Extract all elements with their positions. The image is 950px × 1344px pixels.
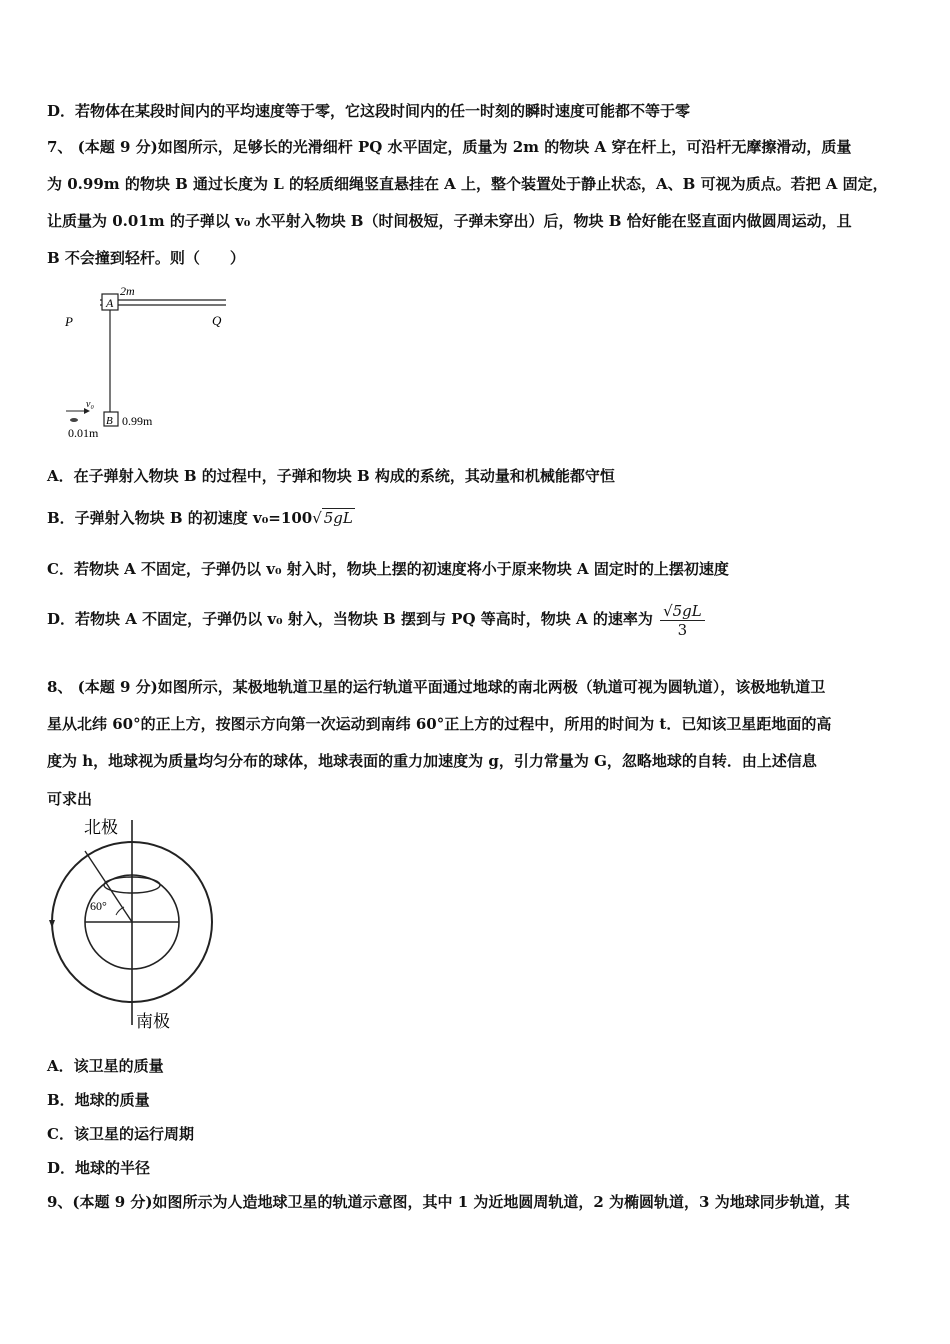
q7-option-b <box>47 508 355 528</box>
q7-option-d-fraction <box>660 602 705 639</box>
q8-option-b: B．地球的质量 <box>47 1091 150 1109</box>
q7-option-b-radicand: 5gL <box>323 509 353 527</box>
q8-figure <box>40 815 220 1035</box>
q7-label-Q: Q <box>212 313 222 328</box>
q7-option-c: C．若物块 A 不固定，子弹仍以 v₀ 射入时，物块上摆的初速度将小于原来物块 A 固定时的上摆初速度 <box>47 560 729 578</box>
q8-stem-line1: 8、 (本题 9 分)如图所示，某极地轨道卫星的运行轨道平面通过地球的南北两极（轨道可视为圆轨道），该极地轨道卫 <box>47 678 826 696</box>
q7-stem-line4: B 不会撞到轻杆。则（ ） <box>47 249 245 267</box>
q8-option-c: C．该卫星的运行周期 <box>47 1125 194 1143</box>
q7-option-a: A．在子弹射入物块 B 的过程中，子弹和物块 B 构成的系统，其动量和机械能都守恒 <box>47 467 615 485</box>
q7-stem-line1: 7、 (本题 9 分)如图所示，足够长的光滑细杆 PQ 水平固定，质量为 2m 的物块 A 穿在杆上，可沿杆无摩擦滑动，质量 <box>47 138 852 156</box>
q8-stem-line4: 可求出 <box>47 790 93 808</box>
q7-label-v0: v₀ <box>86 399 94 410</box>
q8-option-d: D．地球的半径 <box>47 1159 151 1177</box>
q8-option-a: A．该卫星的质量 <box>47 1057 164 1075</box>
q7-label-2m: 2m <box>120 284 135 298</box>
q7-label-B: B <box>106 415 113 427</box>
q7-label-099m: 0.99m <box>122 414 153 428</box>
q7-stem-line2: 为 0.99m 的物块 B 通过长度为 L 的轻质细绳竖直悬挂在 A 上，整个装置处于静止状态，A、B 可视为质点。若把 A 固定， <box>47 175 888 193</box>
q7-label-001m: 0.01m <box>68 426 99 440</box>
q7-option-d-text: D．若物块 A 不固定，子弹仍以 v₀ 射入，当物块 B 摆到与 PQ 等高时，物块 A 的速率为 <box>47 610 653 628</box>
q8-north-label: 北极 <box>84 818 118 837</box>
q7-label-P: P <box>65 314 73 329</box>
q8-south-label: 南极 <box>136 1012 170 1031</box>
q7-figure <box>60 280 240 445</box>
q7-option-d <box>47 600 705 639</box>
q9-stem-line1: 9、(本题 9 分)如图所示为人造地球卫星的轨道示意图，其中 1 为近地圆周轨道，2 为椭圆轨道，3 为地球同步轨道，其 <box>47 1193 850 1211</box>
q7-option-b-text: B．子弹射入物块 B 的初速度 v₀=100 <box>47 509 313 527</box>
q8-angle-label: 60° <box>90 899 107 913</box>
q7-label-A: A <box>106 296 114 310</box>
q7-option-d-numerator: √5gL <box>660 602 705 621</box>
q8-stem-line2: 星从北纬 60°的正上方，按图示方向第一次运动到南纬 60°正上方的过程中，所用的时间为 t．已知该卫星距地面的高 <box>47 715 832 733</box>
prev-option-d: D．若物体在某段时间内的平均速度等于零，它这段时间内的任一时刻的瞬时速度可能都不等于零 <box>47 102 691 120</box>
q7-stem-line3: 让质量为 0.01m 的子弹以 v₀ 水平射入物块 B（时间极短，子弹未穿出）后，物块 B 恰好能在竖直面内做圆周运动，且 <box>47 212 852 230</box>
q8-stem-line3: 度为 h，地球视为质量均匀分布的球体，地球表面的重力加速度为 g，引力常量为 G，忽略地球的自转．由上述信息 <box>47 752 817 770</box>
q7-option-d-denominator: 3 <box>677 620 688 639</box>
q7-option-b-sqrt: √ 5gL <box>312 509 353 527</box>
